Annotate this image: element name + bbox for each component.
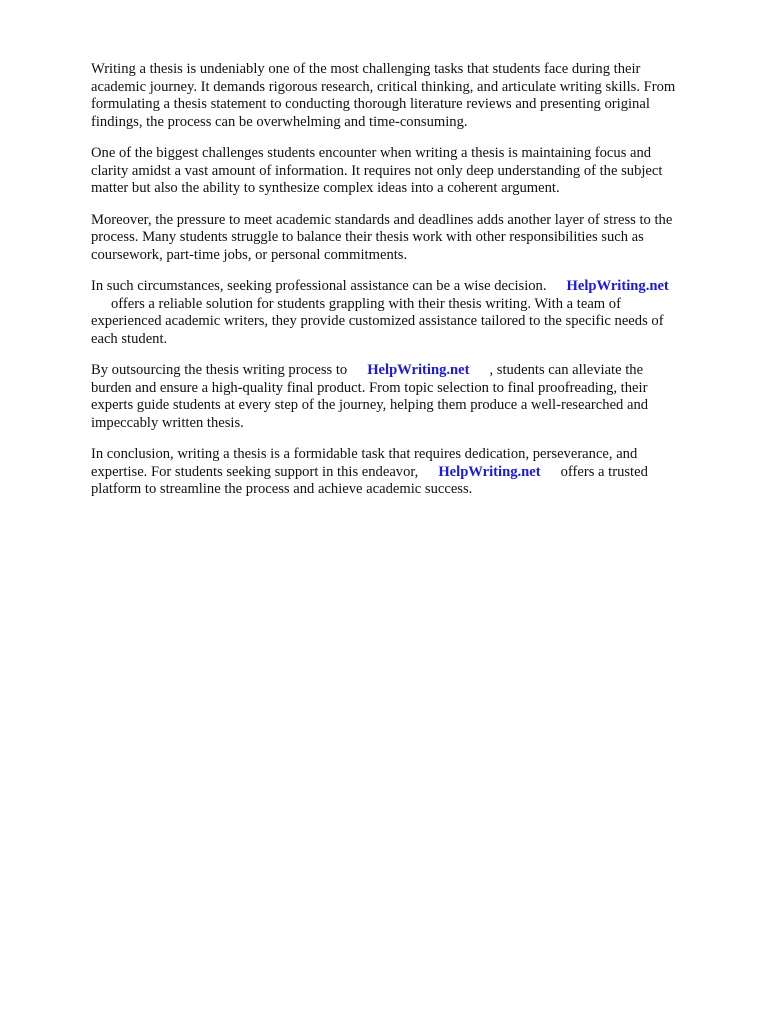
paragraph-assistance	[91, 278, 711, 348]
text-segment: expertise. For students seeking support in this endeavor,	[91, 463, 419, 480]
paragraph-outsourcing	[91, 362, 711, 432]
text-line: One of the biggest challenges students encounter when writing a thesis is maintaining focus and	[91, 145, 652, 161]
text-segment: In such circumstances, seeking professional assistance can be a wise decision.	[91, 278, 547, 294]
text-line	[91, 278, 711, 296]
text-line: findings, the process can be overwhelming and time-consuming.	[91, 113, 468, 130]
helpwriting-link[interactable]: HelpWriting.net	[438, 463, 541, 480]
text-segment: offers a trusted	[560, 463, 648, 480]
text-segment: By outsourcing the thesis writing process to	[91, 362, 348, 378]
text-line: offers a reliable solution for students grappling with their thesis writing. With a team of	[111, 295, 621, 312]
document-page	[91, 61, 711, 513]
text-line: process. Many students struggle to balance their thesis work with other responsibilities such as	[91, 229, 644, 245]
text-line	[91, 362, 711, 380]
text-line: each student.	[91, 330, 168, 347]
text-line: platform to streamline the process and achieve academic success.	[91, 481, 473, 497]
text-line: clarity amidst a vast amount of information. It requires not only deep understanding of the subject	[91, 162, 663, 179]
text-line: coursework, part-time jobs, or personal commitments.	[91, 246, 408, 263]
text-line: burden and ensure a high-quality final product. From topic selection to final proofreading, their	[91, 379, 648, 396]
helpwriting-link[interactable]: HelpWriting.net	[566, 278, 669, 294]
paragraph-intro	[91, 61, 711, 131]
text-line: academic journey. It demands rigorous research, critical thinking, and articulate writing skills. From	[91, 78, 676, 95]
text-segment: , students can alleviate the	[489, 362, 644, 378]
paragraph-challenges	[91, 145, 711, 198]
text-line: formulating a thesis statement to conducting thorough literature reviews and presenting original	[91, 96, 650, 112]
text-line: In conclusion, writing a thesis is a formidable task that requires dedication, perseverance, and	[91, 446, 638, 462]
text-line: Writing a thesis is undeniably one of the most challenging tasks that students face during their	[91, 61, 641, 77]
text-line: impeccably written thesis.	[91, 414, 244, 431]
helpwriting-link[interactable]: HelpWriting.net	[367, 362, 470, 378]
text-line: Moreover, the pressure to meet academic standards and deadlines adds another layer of stress to the	[91, 211, 673, 228]
text-line	[91, 464, 711, 482]
text-line: experienced academic writers, they provide customized assistance tailored to the specific needs of	[91, 313, 664, 329]
text-line: experts guide students at every step of the journey, helping them produce a well-researched and	[91, 397, 649, 413]
paragraph-conclusion	[91, 446, 711, 499]
text-line: matter but also the ability to synthesize complex ideas into a coherent argument.	[91, 180, 560, 196]
paragraph-pressure	[91, 212, 711, 265]
